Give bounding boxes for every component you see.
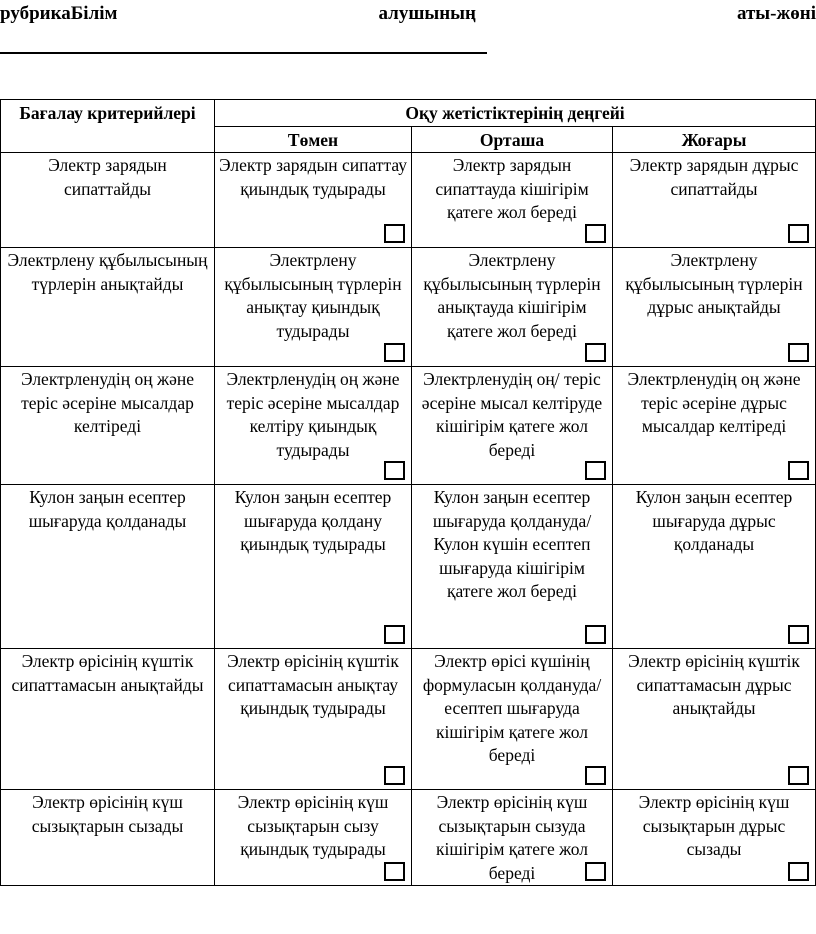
- checkbox[interactable]: [585, 224, 606, 243]
- mid-level-cell: Электр өрісі күшінің формуласын қолдануда/есептеп шығаруда кішігірім қатеге жол береді: [412, 649, 613, 790]
- level-high-header: Жоғары: [613, 126, 816, 153]
- high-level-cell: Кулон заңын есептер шығаруда дұрыс қолданады: [613, 485, 816, 649]
- low-level-cell: Кулон заңын есептер шығаруда қолдану қиындық тудырады: [215, 485, 412, 649]
- name-underline: [0, 52, 487, 54]
- checkbox[interactable]: [384, 766, 405, 785]
- level-mid-header: Орташа: [412, 126, 613, 153]
- document-header: [0, 2, 816, 26]
- high-level-cell: Электрленудің оң және теріс әсеріне дұрыс мысалдар келтіреді: [613, 367, 816, 485]
- rubric-table: [0, 99, 816, 886]
- checkbox[interactable]: [384, 625, 405, 644]
- level-low-header: Төмен: [215, 126, 412, 153]
- high-level-cell: Электр өрісінің күш сызықтарын дұрыс сызады: [613, 790, 816, 886]
- criterion-cell: Электрлену құбылысының түрлерін анықтайды: [1, 248, 215, 367]
- mid-level-cell: Кулон заңын есептер шығаруда қолдануда/Кулон күшін есептеп шығаруда кішігірім қатеге жол береді: [412, 485, 613, 649]
- low-level-cell: Электрлену құбылысының түрлерін анықтау қиындық тудырады: [215, 248, 412, 367]
- high-level-cell: Электр зарядын дұрыс сипаттайды: [613, 153, 816, 248]
- checkbox[interactable]: [585, 343, 606, 362]
- header-name-word: аты-жөні: [736, 3, 816, 24]
- criterion-cell: Электр өрісінің күштік сипаттамасын анықтайды: [1, 649, 215, 790]
- low-level-cell: Электрленудің оң және теріс әсеріне мысалдар келтіру қиындық тудырады: [215, 367, 412, 485]
- low-level-cell: Электр зарядын сипаттау қиындық тудырады: [215, 153, 412, 248]
- low-level-cell: Электр өрісінің күш сызықтарын сызу қиындық тудырады: [215, 790, 412, 886]
- checkbox[interactable]: [585, 625, 606, 644]
- checkbox[interactable]: [788, 224, 809, 243]
- table-row: [1, 790, 816, 886]
- checkbox[interactable]: [788, 461, 809, 480]
- table-row: [1, 649, 816, 790]
- checkbox[interactable]: [384, 224, 405, 243]
- criterion-cell: Электр зарядын сипаттайды: [1, 153, 215, 248]
- low-level-cell: Электр өрісінің күштік сипаттамасын анықтау қиындық тудырады: [215, 649, 412, 790]
- table-row: [1, 248, 816, 367]
- table-row: [1, 367, 816, 485]
- criterion-cell: Электрленудің оң және теріс әсеріне мысалдар келтіреді: [1, 367, 215, 485]
- high-level-cell: Электр өрісінің күштік сипаттамасын дұрыс анықтайды: [613, 649, 816, 790]
- checkbox[interactable]: [384, 862, 405, 881]
- checkbox[interactable]: [585, 766, 606, 785]
- mid-level-cell: Электр зарядын сипаттауда кішігірім қатеге жол береді: [412, 153, 613, 248]
- mid-level-cell: Электрлену құбылысының түрлерін анықтауда кішігірім қатеге жол береді: [412, 248, 613, 367]
- table-row: [1, 485, 816, 649]
- levels-header: Оқу жетістіктерінің деңгейі: [215, 100, 816, 127]
- mid-level-cell: Электр өрісінің күш сызықтарын сызуда кішігірім қатеге жол береді: [412, 790, 613, 886]
- checkbox[interactable]: [788, 862, 809, 881]
- header-rubric-word: рубрикаБілім: [0, 3, 118, 24]
- checkbox[interactable]: [384, 343, 405, 362]
- checkbox[interactable]: [585, 461, 606, 480]
- mid-level-cell: Электрленудің оң/ теріс әсеріне мысал келтіруде кішігірім қатеге жол береді: [412, 367, 613, 485]
- checkbox[interactable]: [384, 461, 405, 480]
- criteria-header: Бағалау критерийлері: [1, 100, 215, 153]
- checkbox[interactable]: [788, 766, 809, 785]
- high-level-cell: Электрлену құбылысының түрлерін дұрыс анықтайды: [613, 248, 816, 367]
- checkbox[interactable]: [788, 343, 809, 362]
- checkbox[interactable]: [788, 625, 809, 644]
- criterion-cell: Кулон заңын есептер шығаруда қолданады: [1, 485, 215, 649]
- criterion-cell: Электр өрісінің күш сызықтарын сызады: [1, 790, 215, 886]
- table-row: [1, 153, 816, 248]
- header-learner-word: алушының: [378, 3, 476, 24]
- checkbox[interactable]: [585, 862, 606, 881]
